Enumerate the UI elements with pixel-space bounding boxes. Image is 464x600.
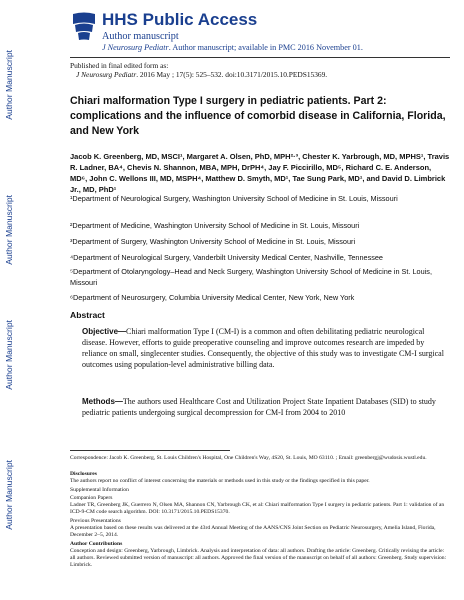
citation-details: . 2016 May ; 17(5): 525–532. doi:10.3171/2015.10.PEDS15369.	[136, 70, 328, 79]
methods-label: Methods—	[82, 397, 123, 406]
article-title: Chiari malformation Type I surgery in pediatric patients. Part 2: complications and the influence of comorbid disease in California, Florida, and New York	[70, 95, 446, 137]
published-in-label: Published in final edited form as:	[70, 61, 169, 70]
sidebar-label: Author Manuscript	[4, 460, 14, 530]
companion-papers-heading: Companion Papers	[70, 495, 113, 501]
availability-text: . Author manuscript; available in PMC 2016 November 01.	[168, 43, 363, 52]
disclosures-text: The authors report no conflict of interest concerning the materials or methods used in this study or the findings specified in this paper.	[70, 478, 370, 484]
journal-availability	[102, 43, 363, 52]
affiliation-3: ³Department of Surgery, Washington University School of Medicine in St. Louis, Missouri	[70, 237, 356, 246]
affiliation-2: ²Department of Medicine, Washington University School of Medicine in St. Louis, Missouri	[70, 221, 360, 230]
disclosures-heading: Disclosures	[70, 471, 97, 477]
author-contributions-text: Conception and design: Greenberg, Yarbrough, Limbrick. Analysis and interpretation of data: all authors. Drafting the article: Greenberg. Critically revising the article: all authors. Reviewed submitted version of manuscript: all authors. Approved the final version of the manuscript on behalf of all authors: Greenberg. Study supervision: Limbrick.	[70, 548, 447, 569]
companion-papers-text: Ladner TR, Greenberg JK, Guerrero N, Olsen MA, Shannon CN, Yarbrough CK, et al: Chiari malformation Type I surgery in pediatric patients. Part 1: validation of an ICD-9-CM code search algorithm. DOI: 10.3171/2015.10.PEDS15370.	[70, 502, 445, 516]
citation-journal: J Neurosurg Pediatr	[76, 70, 137, 79]
sidebar-label: Author Manuscript	[4, 50, 14, 120]
previous-presentations-heading: Previous Presentations	[70, 518, 121, 524]
footnote-divider	[70, 450, 230, 451]
abstract-heading: Abstract	[70, 310, 105, 320]
author-contributions-heading: Author Contributions	[70, 541, 123, 547]
objective-text: Chiari malformation Type I (CM-I) is a common and often debilitating pediatric neurological disease. However, efforts to guide preoperative counseling and improve outcomes research are impeded by reliance on small, singlecenter studies. Consequently, the objective of this study was to investigate CM-I surgical outcomes using population-level administrative billing data.	[82, 327, 444, 369]
sidebar-label: Author Manuscript	[4, 320, 14, 390]
methods-text: The authors used Healthcare Cost and Utilization Project State Inpatient Databases (SID) to study pediatric patients undergoing surgical decompression for CM-I from 2004 to 2010	[82, 397, 436, 417]
affiliation-4: ⁴Department of Neurological Surgery, Vanderbilt University Medical Center, Nashville, Tennessee	[70, 253, 383, 262]
author-manuscript-sidebar	[0, 0, 32, 600]
supplemental-info-heading: Supplemental Information	[70, 487, 129, 493]
hhs-public-access-title: HHS Public Access	[102, 10, 258, 29]
hhs-eagle-logo-icon	[70, 10, 98, 44]
citation-line	[76, 70, 327, 79]
sidebar-label: Author Manuscript	[4, 195, 14, 265]
header-divider	[70, 57, 450, 58]
abstract-objective	[82, 326, 448, 370]
author-list: Jacob K. Greenberg, MD, MSCI¹, Margaret A. Olsen, PhD, MPH²·³, Chester K. Yarbrough, MD, MPHS¹, Travis R. Ladner, BA⁴, Chevis N. Shannon, MBA, MPH, DrPH⁴, Jay F. Piccirillo, MD⁵, Richard C. E. Anderson, MD⁶, John C. Wellons III, MD, MSPH⁴, Matthew D. Smyth, MD¹, Tae Sung Park, MD¹, and David D. Limbrick Jr., MD, PhD¹	[70, 152, 450, 194]
affiliation-1: ¹Department of Neurological Surgery, Washington University School of Medicine in St. Louis, Missouri	[70, 194, 398, 203]
author-manuscript-subtitle: Author manuscript	[102, 31, 179, 42]
previous-presentations-text: A presentation based on these results was delivered at the 43rd Annual Meeting of the AANS/CNS Joint Section on Pediatric Neurosurgery, Amelia Island, Florida, December 2–5, 2014.	[70, 525, 436, 539]
affiliation-6: ⁶Department of Neurosurgery, Columbia University Medical Center, New York, New York	[70, 293, 355, 302]
affiliation-5: ⁵Department of Otolaryngology–Head and Neck Surgery, Washington University School of Medicine in St. Louis, Missouri	[70, 267, 432, 287]
abstract-methods	[82, 396, 448, 418]
hhs-header	[70, 10, 450, 56]
objective-label: Objective—	[82, 327, 127, 336]
journal-name: J Neurosurg Pediatr	[102, 43, 169, 52]
correspondence-note: Correspondence: Jacob K. Greenberg, St. Louis Children's Hospital, One Children's Way, 4S20, St. Louis, MO 63110. ; Email: greenbergj@wudosis.wustl.edu.	[70, 455, 427, 461]
